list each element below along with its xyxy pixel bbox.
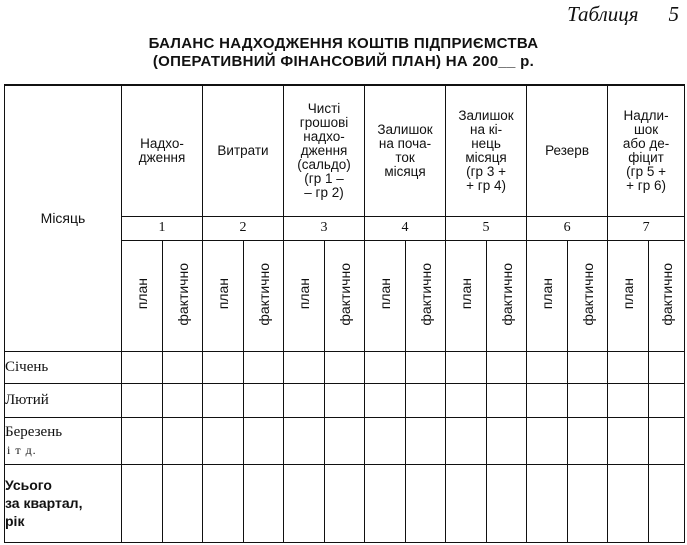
table-cell [568, 351, 608, 383]
table-cell [365, 464, 406, 542]
plan-label-2: план [203, 240, 244, 351]
column-number-3: 3 [284, 216, 365, 240]
plan-label-6: план [527, 240, 568, 351]
actual-label-4: фактично [406, 240, 446, 351]
column-number-7: 7 [608, 216, 685, 240]
table-cell [163, 417, 203, 464]
plan-label-3: план [284, 240, 325, 351]
table-cell [203, 351, 244, 383]
table-cell [244, 351, 284, 383]
table-cell [122, 417, 163, 464]
actual-label-1: фактично [163, 240, 203, 351]
row-label-march [5, 417, 122, 464]
table-cell [608, 383, 649, 417]
table-title-line-2: (ОПЕРАТИВНИЙ ФІНАНСОВИЙ ПЛАН) НА 200__ р. [152, 53, 535, 70]
table-cell [284, 383, 325, 417]
plan-label-7: план [608, 240, 649, 351]
column-header-7: Надли- шок або де- фіцит (гр 5 + + гр 6) [608, 85, 685, 216]
column-number-6: 6 [527, 216, 608, 240]
column-header-5: Залишок на кі- нець місяця (гр 3 + + гр 4) [446, 85, 527, 216]
table-cell [649, 417, 685, 464]
table-cell [163, 464, 203, 542]
column-number-1: 1 [122, 216, 203, 240]
plan-label-4: план [365, 240, 406, 351]
table-cell [325, 417, 365, 464]
table-label-number: 5 [668, 2, 679, 26]
table-cell [446, 351, 487, 383]
table-cell [122, 464, 163, 542]
actual-label-7: фактично [649, 240, 685, 351]
table-label-word: Таблиця [567, 2, 639, 26]
table-row [5, 383, 685, 417]
table-cell [527, 351, 568, 383]
table-cell [203, 383, 244, 417]
header-row [5, 85, 685, 216]
table-cell [365, 383, 406, 417]
table-cell [365, 351, 406, 383]
total-line-2: за квартал, [5, 495, 83, 511]
table-cell [163, 351, 203, 383]
table-label [567, 2, 679, 26]
table-cell [527, 417, 568, 464]
column-header-3: Чисті грошові надхо- дження (сальдо) (гр 1 – – гр 2) [284, 85, 365, 216]
plan-label-5: план [446, 240, 487, 351]
plan-label-1: план [122, 240, 163, 351]
table-cell [649, 464, 685, 542]
table-cell [406, 417, 446, 464]
total-row [5, 464, 685, 542]
table-cell [325, 351, 365, 383]
table-cell [284, 351, 325, 383]
table-row [5, 417, 685, 464]
table-cell [527, 383, 568, 417]
table-cell [284, 417, 325, 464]
table-cell [487, 417, 527, 464]
total-line-1: Усього [5, 477, 52, 493]
table-cell [446, 383, 487, 417]
table-cell [487, 383, 527, 417]
table-cell [163, 383, 203, 417]
table-cell [527, 464, 568, 542]
table-cell [122, 383, 163, 417]
column-header-2: Витрати [203, 85, 284, 216]
table-row [5, 351, 685, 383]
row-label-total [5, 464, 122, 542]
table-cell [406, 351, 446, 383]
actual-label-3: фактично [325, 240, 365, 351]
table-cell [649, 383, 685, 417]
column-number-2: 2 [203, 216, 284, 240]
table-cell [487, 464, 527, 542]
actual-label-6: фактично [568, 240, 608, 351]
table-cell [568, 383, 608, 417]
total-line-3: рік [5, 513, 25, 529]
balance-table [4, 84, 685, 543]
actual-label-2: фактично [244, 240, 284, 351]
row-label-february: Лютий [5, 383, 122, 417]
table-cell [446, 464, 487, 542]
table-cell [244, 464, 284, 542]
table-cell [487, 351, 527, 383]
table-cell [649, 351, 685, 383]
table-cell [365, 417, 406, 464]
month-column-header: Місяць [5, 85, 122, 351]
table-cell [406, 383, 446, 417]
table-cell [244, 383, 284, 417]
column-header-4: Залишок на поча- ток місяця [365, 85, 446, 216]
table-cell [568, 464, 608, 542]
table-cell [284, 464, 325, 542]
table-cell [325, 464, 365, 542]
table-cell [608, 464, 649, 542]
table-cell [608, 351, 649, 383]
row-label-march-text: Березень [5, 423, 63, 440]
column-number-5: 5 [446, 216, 527, 240]
column-number-4: 4 [365, 216, 446, 240]
table-cell [203, 464, 244, 542]
column-header-1: Надхо- дження [122, 85, 203, 216]
table-cell [406, 464, 446, 542]
row-label-january: Січень [5, 351, 122, 383]
table-cell [203, 417, 244, 464]
row-label-march-extra: і т д. [7, 442, 37, 457]
table-cell [608, 417, 649, 464]
column-header-6: Резерв [527, 85, 608, 216]
table-cell [446, 417, 487, 464]
actual-label-5: фактично [487, 240, 527, 351]
table-cell [568, 417, 608, 464]
table-cell [325, 383, 365, 417]
table-title-line-1: БАЛАНС НАДХОДЖЕННЯ КОШТІВ ПІДПРИЄМСТВА [148, 35, 539, 52]
table-cell [244, 417, 284, 464]
table-cell [122, 351, 163, 383]
